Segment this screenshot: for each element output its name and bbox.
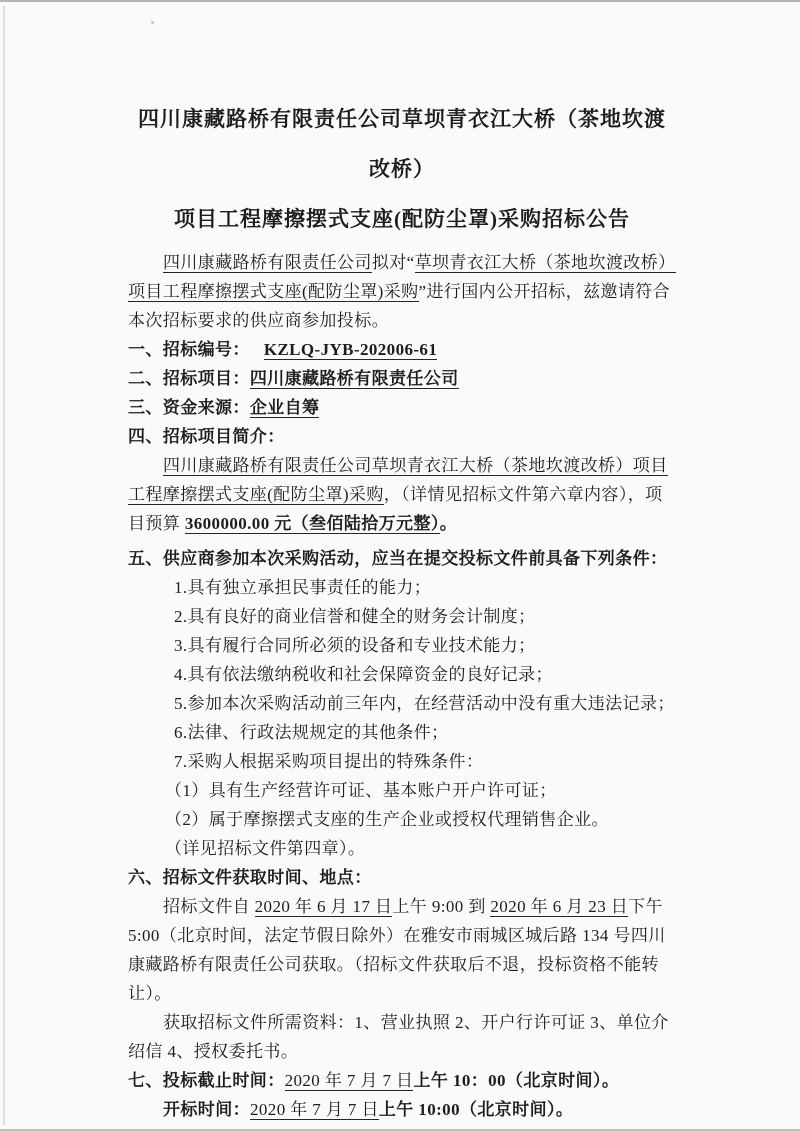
field-tender-project-value: 四川康藏路桥有限责任公司	[249, 369, 459, 388]
bid-deadline-time: 上午 10：00（北京时间）。	[413, 1071, 620, 1090]
title-line-2: 项目工程摩擦摆式支座(配防尘罩)采购招标公告	[174, 207, 630, 231]
requirement-item-3: 3.具有履行合同所必须的设备和专业技术能力；	[174, 636, 536, 655]
section6-paragraph-2: 获取招标文件所需资料：1、营业执照 2、开户行许可证 3、单位介绍信 4、授权委托书。	[128, 1013, 669, 1061]
field-tender-project-label: 二、招标项目：	[128, 369, 250, 388]
requirement-item-5: 5.参加本次采购活动前三年内，在经营活动中没有重大违法记录；	[174, 694, 675, 713]
document-available-to-date: 2020 年 6 月 23 日	[490, 897, 629, 916]
bid-opening-label: 开标时间：	[163, 1100, 250, 1119]
budget-amount: 3600000.00 元（叁佰陆拾万元整）	[184, 514, 440, 533]
project-name: 草坝青衣江大桥（茶地坎渡改桥）项目工程摩擦摆式支座(配防尘罩)采购	[128, 253, 676, 301]
scan-artifact-left-edge	[3, 6, 5, 1125]
document-title	[128, 94, 676, 244]
section6-text-lead: 招标文件自	[163, 897, 255, 916]
intro-text-tail: ”进行国内公开招标，兹邀请符合本次招标要求的供应商参加投标。	[128, 282, 671, 330]
field-funding-source	[128, 393, 676, 422]
bid-deadline-label: 七、投标截止时间：	[128, 1071, 285, 1090]
intro-paragraph	[128, 248, 676, 335]
bid-deadline-line	[128, 1066, 676, 1095]
special-condition-2: （2）属于摩擦摆式支座的生产企业或授权代理销售企业。	[165, 810, 609, 829]
requirement-item-7: 7.采购人根据采购项目提出的特殊条件：	[174, 752, 484, 771]
field-funding-source-value: 企业自筹	[249, 398, 320, 417]
field-funding-source-label: 三、资金来源：	[128, 398, 250, 417]
section6-text-tail: 下午 5:00（北京时间，法定节假日除外）在雅安市雨城区城后路 134 号四川康藏路桥有限责任公司获取。（招标文件获取后不退，投标资格不能转让）。	[128, 897, 666, 1003]
title-line-1: 四川康藏路桥有限责任公司草坝青衣江大桥（茶地坎渡改桥）	[138, 107, 666, 181]
section4-text-tail: 。	[439, 514, 458, 533]
intro-text: 拟对“	[371, 253, 415, 272]
field-tender-number-value: KZLQ-JYB-202006-61	[263, 340, 438, 359]
section6-heading: 六、招标文件获取时间、地点：	[128, 868, 372, 887]
bid-opening-time: 上午 10:00（北京时间）。	[378, 1100, 574, 1119]
bid-opening-line	[128, 1095, 676, 1124]
section4-project-name: 四川康藏路桥有限责任公司草坝青衣江大桥（茶地坎渡改桥）项目工程摩擦摆式支座(配防尘罩)采购	[128, 456, 668, 504]
section4-paragraph	[128, 451, 676, 538]
section6-paragraph-1	[128, 892, 676, 1008]
requirement-item-1: 1.具有独立承担民事责任的能力；	[174, 578, 432, 597]
bid-opening-date: 2020 年 7 月 7 日	[250, 1100, 379, 1119]
field-tender-number-label: 一、招标编号：	[128, 340, 250, 359]
special-condition-1: （1）具有生产经营许可证、基本账户开户许可证；	[165, 781, 557, 800]
bid-deadline-date: 2020 年 7 月 7 日	[284, 1071, 414, 1090]
section5-heading: 五、供应商参加本次采购活动，应当在提交投标文件前具备下列条件：	[128, 549, 668, 568]
requirement-item-6: 6.法律、行政法规规定的其他条件；	[174, 723, 449, 742]
section6-text-mid: 上午 9:00 到	[392, 897, 491, 916]
field-tender-number	[128, 335, 676, 364]
section4-text: ，（详情见招标文件第六章内容），项目预算	[128, 485, 663, 533]
requirement-item-4: 4.具有依法缴纳税收和社会保障资金的良好记录；	[174, 665, 553, 684]
section5-note: （详见招标文件第四章）。	[165, 839, 366, 858]
bidder-company-name: 四川康藏路桥有限责任公司	[163, 253, 372, 272]
scan-artifact-top-edge	[0, 0, 800, 2]
requirement-item-2: 2.具有良好的商业信誉和健全的财务会计制度；	[174, 607, 536, 626]
document-available-from-date: 2020 年 6 月 17 日	[254, 897, 393, 916]
section4-heading: 四、招标项目简介：	[128, 427, 285, 446]
field-tender-project	[128, 364, 676, 393]
scan-artifact-speck	[151, 21, 154, 24]
